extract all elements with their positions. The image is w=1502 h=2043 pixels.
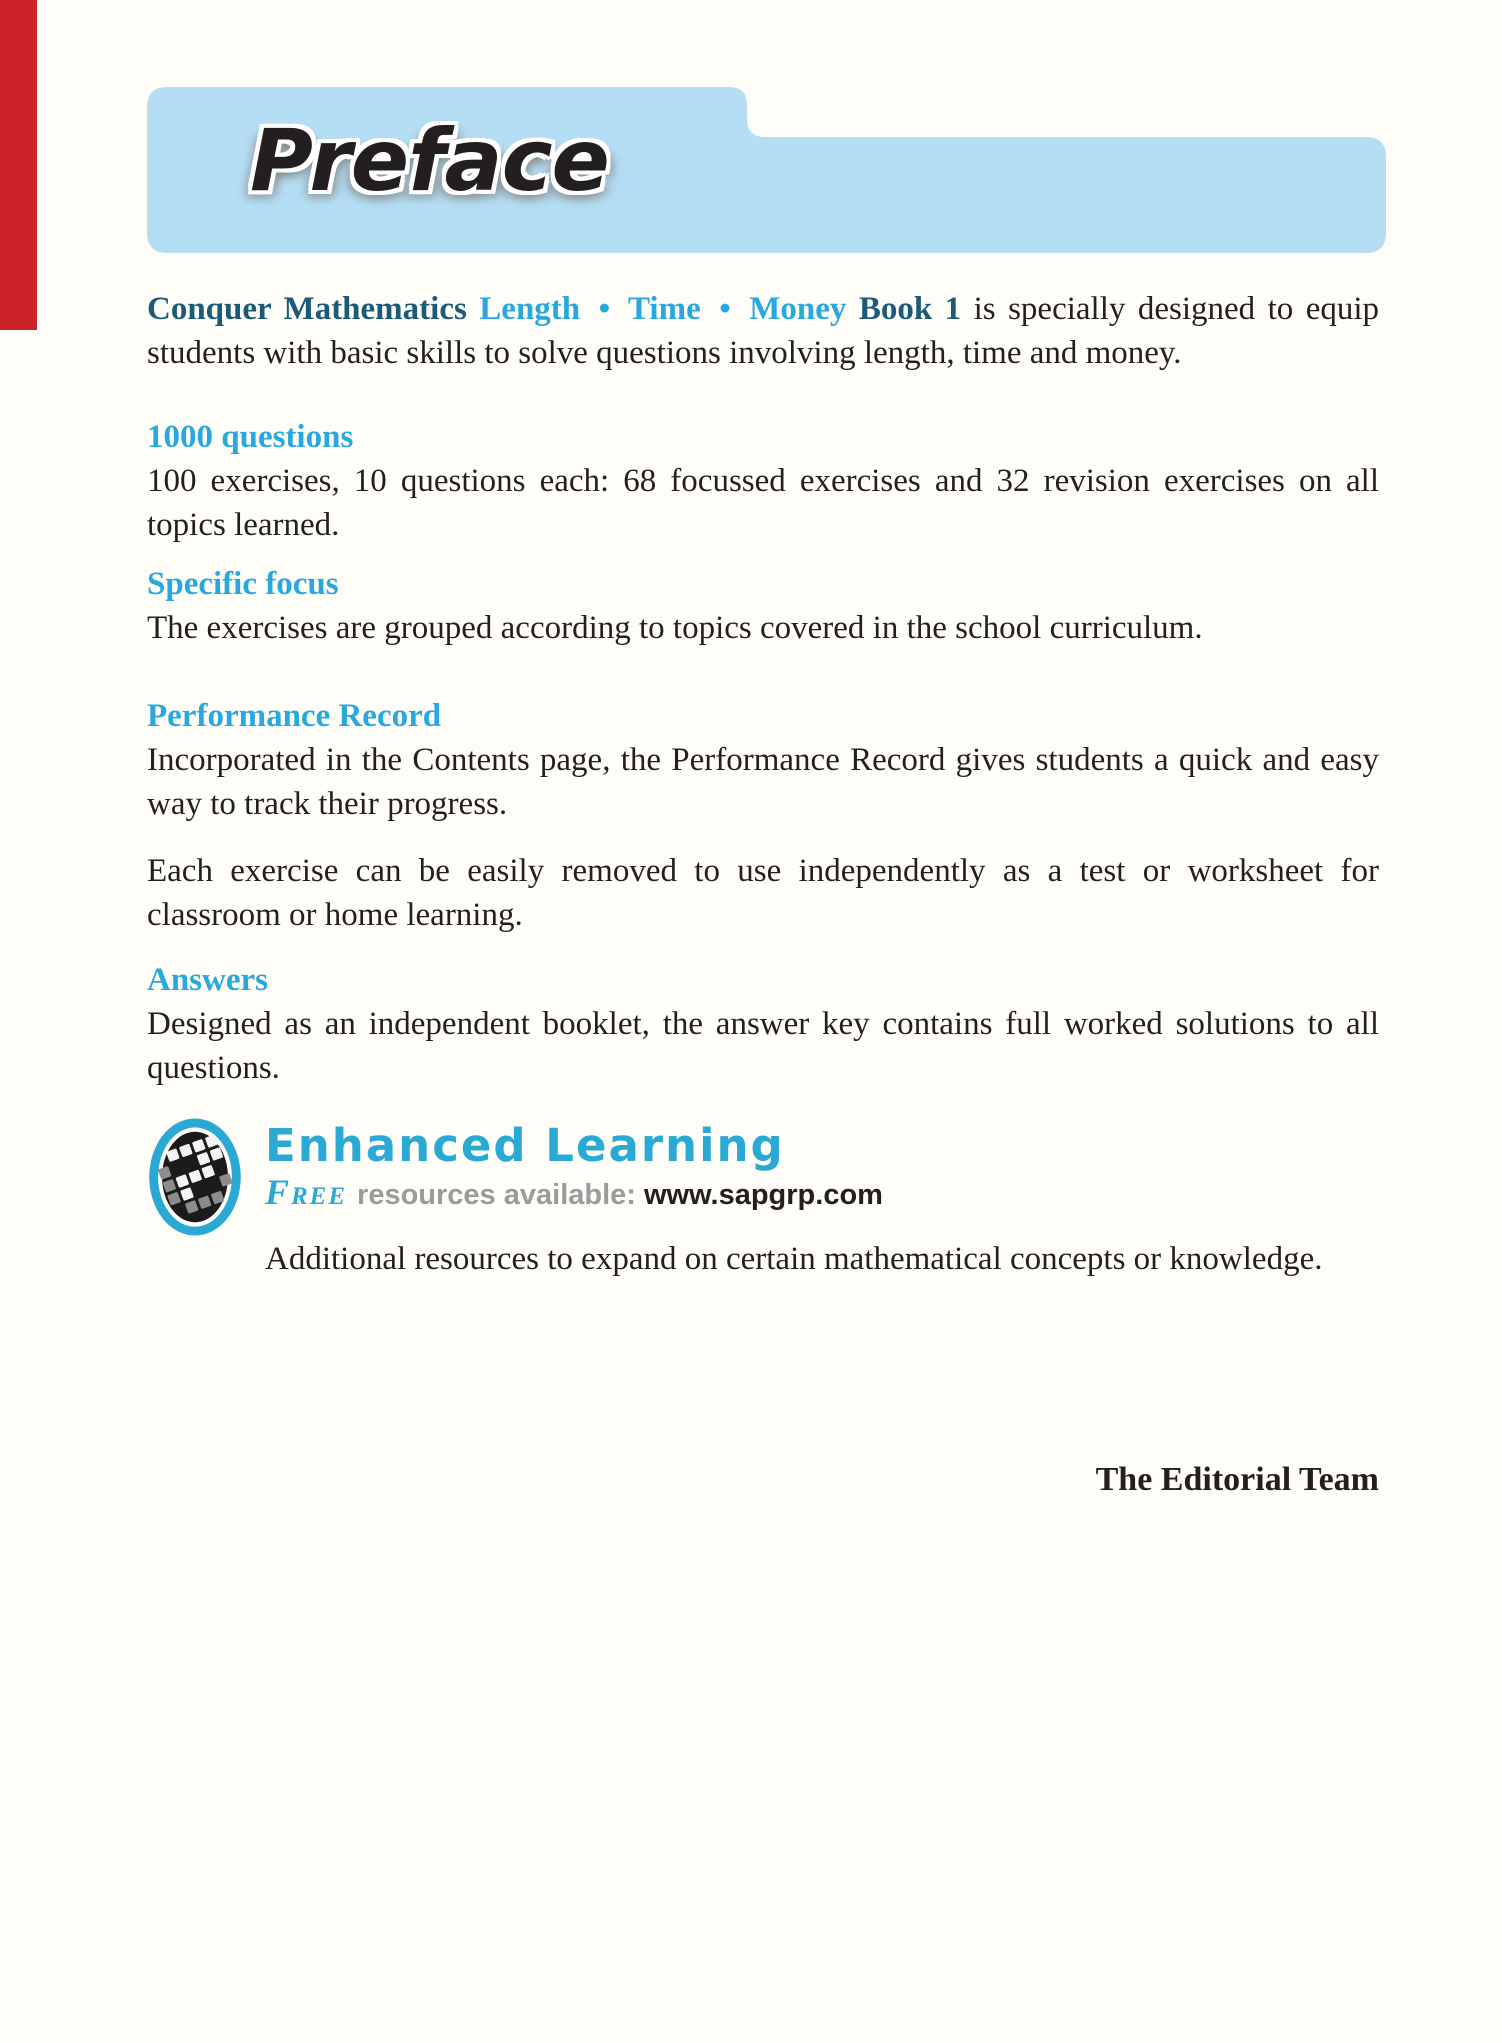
section-body: The exercises are grouped according to topics covered in the school curriculum. — [147, 610, 1203, 646]
section-heading: Answers — [147, 962, 268, 998]
section-heading: Performance Record — [147, 698, 442, 734]
page-title: Preface — [250, 111, 609, 211]
section-body: Designed as an independent booklet, the answer key contains full worked solutions to all questions. — [147, 1006, 1379, 1086]
editorial-team-signature: The Editorial Team — [1095, 1461, 1379, 1498]
series-name: Conquer Mathematics — [147, 291, 467, 327]
preface-banner — [147, 87, 1386, 253]
section-body: 100 exercises, 10 questions each: 68 focussed exercises and 32 revision exercises on all topics learned. — [147, 463, 1379, 543]
red-accent-bar — [0, 0, 37, 330]
section-heading: Specific focus — [147, 566, 339, 602]
website-url: www.sapgrp.com — [643, 1179, 883, 1211]
section-body: Incorporated in the Contents page, the Performance Record gives students a quick and easy way to track their progress. — [147, 742, 1379, 822]
additional-resources-note: Additional resources to expand on certain mathematical concepts or knowledge. — [265, 1241, 1323, 1277]
section-heading: 1000 questions — [147, 419, 354, 455]
section-1000-questions — [147, 415, 1379, 547]
enhanced-learning-icon — [147, 1116, 243, 1238]
enhanced-learning-text — [265, 1119, 883, 1212]
free-label: Free — [265, 1172, 348, 1212]
section-answers — [147, 958, 1379, 1090]
intro-text: is specially designed to equip students with basic skills to solve questions involving length, time and money. — [147, 291, 1380, 371]
enhanced-learning-title: Enhanced Learning — [265, 1119, 785, 1172]
book-number: Book 1 — [858, 291, 962, 327]
enhanced-learning-tagline — [265, 1172, 883, 1212]
resources-label: resources available: — [357, 1179, 636, 1211]
removable-exercise-paragraph: Each exercise can be easily removed to use independently as a test or worksheet for classroom or home learning. — [147, 853, 1379, 933]
intro-paragraph — [147, 287, 1379, 375]
section-specific-focus — [147, 562, 1379, 650]
series-subjects: Length • Time • Money — [479, 291, 847, 327]
enhanced-learning-block — [147, 1112, 1379, 1242]
section-performance-record — [147, 694, 1379, 826]
